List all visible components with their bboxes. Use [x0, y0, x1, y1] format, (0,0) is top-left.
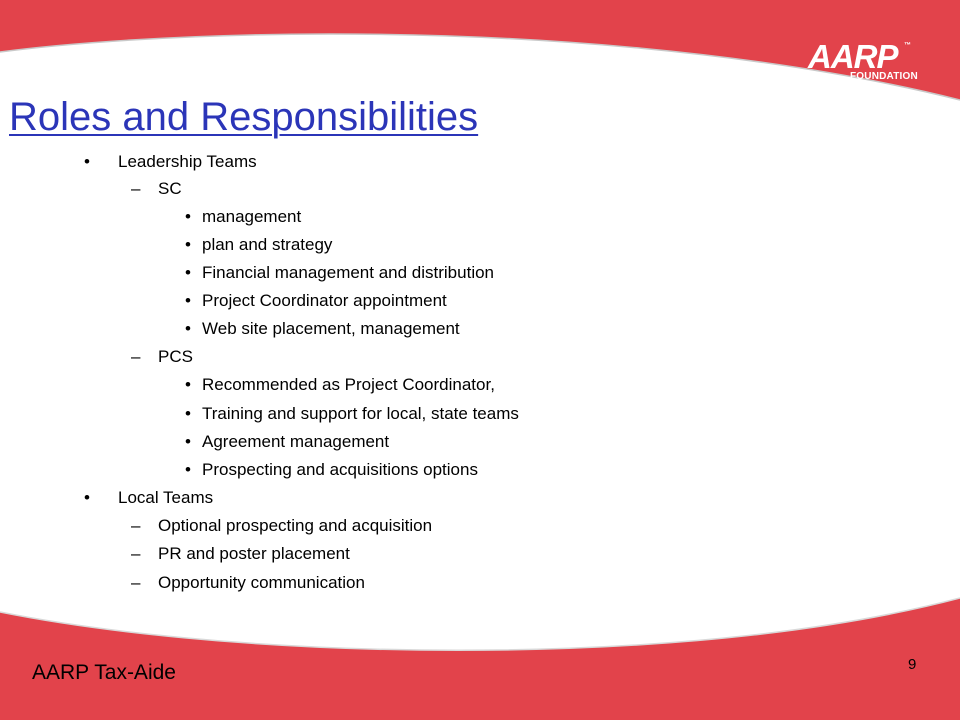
bullet-marker: • [185, 404, 191, 423]
dash-marker: – [131, 516, 141, 535]
footer-label: AARP Tax-Aide [32, 661, 176, 684]
bullet-marker: • [185, 460, 191, 479]
dash-marker: – [131, 544, 141, 563]
list-item: Agreement management [202, 432, 390, 451]
list-item: Opportunity communication [158, 573, 365, 592]
bullet-marker: • [185, 291, 191, 310]
bullet-marker: • [185, 432, 191, 451]
bullet-marker: • [185, 235, 191, 254]
page-number: 9 [908, 656, 917, 673]
list-item: management [202, 207, 302, 226]
dash-marker: – [131, 573, 141, 592]
logo-trademark: ™ [904, 42, 911, 49]
slide-title: Roles and Responsibilities [9, 95, 479, 139]
logo-subtitle: FOUNDATION [850, 71, 918, 82]
logo-wordmark: AARP [808, 38, 898, 75]
list-item: PR and poster placement [158, 544, 350, 563]
list-item-pcs: PCS [158, 347, 193, 366]
dash-marker: – [131, 347, 141, 366]
bullet-marker: • [185, 375, 191, 394]
list-item: Training and support for local, state teams [202, 404, 519, 423]
bullet-marker: • [84, 488, 90, 507]
list-item: Prospecting and acquisitions options [202, 460, 478, 479]
list-item: Web site placement, management [202, 319, 460, 338]
list-item-leadership-teams: Leadership Teams [118, 152, 257, 171]
bullet-marker: • [84, 152, 90, 171]
dash-marker: – [131, 179, 141, 198]
list-item: Financial management and distribution [202, 263, 495, 282]
list-item: Optional prospecting and acquisition [158, 516, 433, 535]
list-item: Recommended as Project Coordinator, [202, 375, 495, 394]
bullet-marker: • [185, 263, 191, 282]
bullet-marker: • [185, 207, 191, 226]
list-item-sc: SC [158, 179, 182, 198]
list-item: Project Coordinator appointment [202, 291, 447, 310]
aarp-foundation-logo [808, 40, 920, 84]
bullet-marker: • [185, 319, 191, 338]
list-item: plan and strategy [202, 235, 333, 254]
list-item-local-teams: Local Teams [118, 488, 214, 507]
